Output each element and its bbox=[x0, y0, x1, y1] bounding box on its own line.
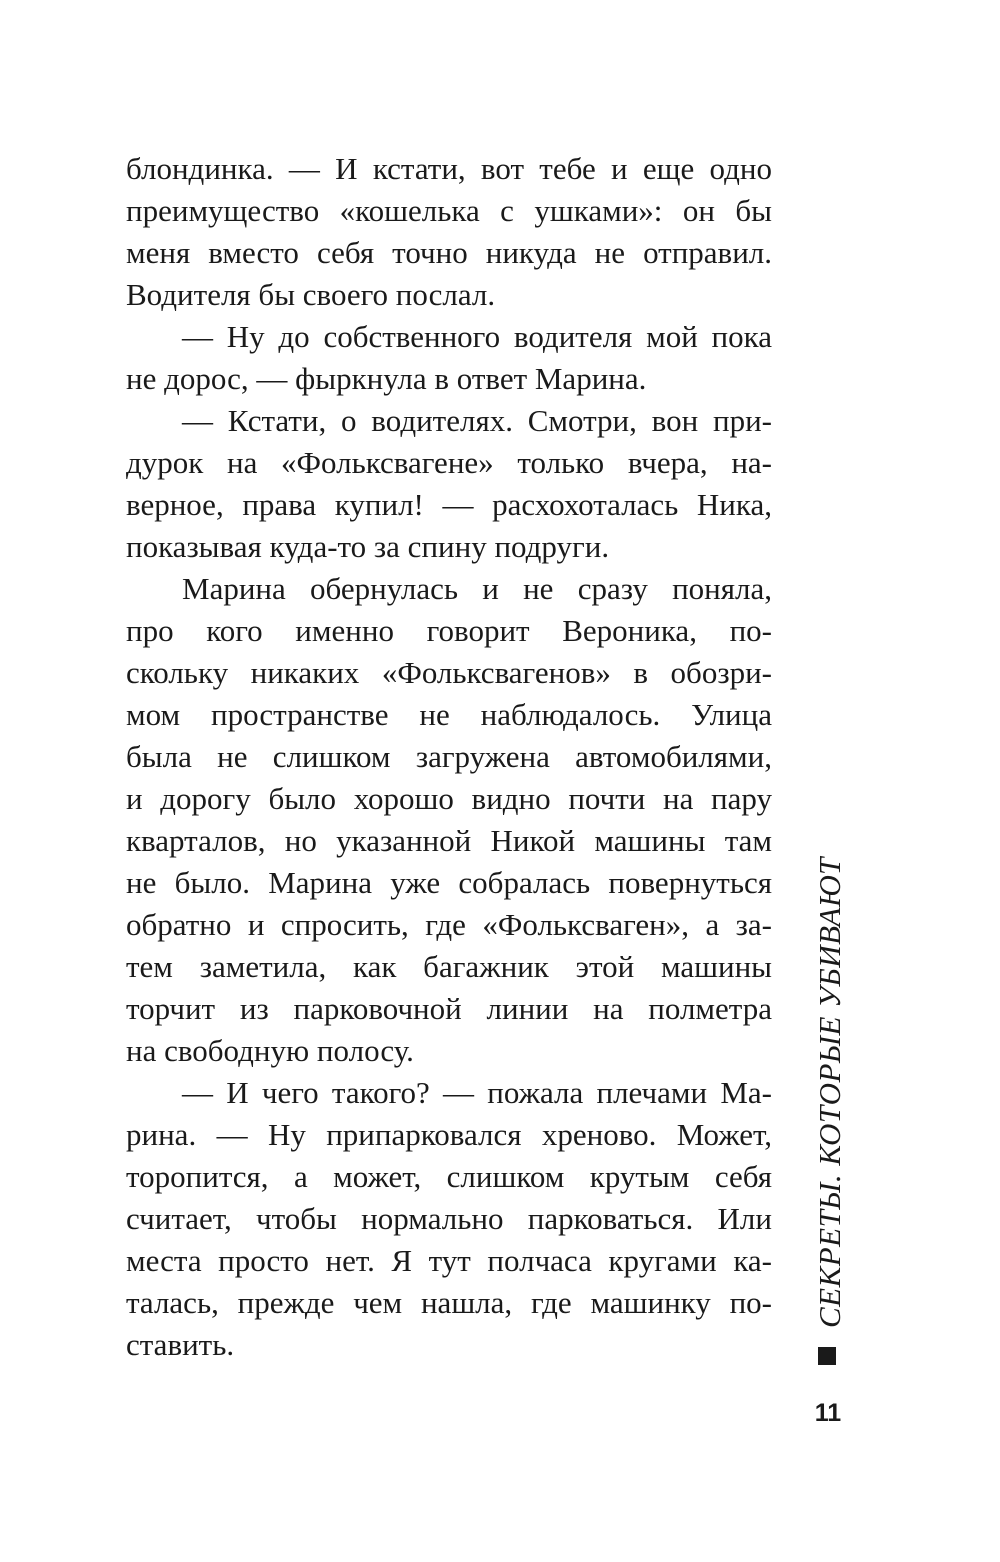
text-line: — Ну до собственного водителя мой пока bbox=[182, 319, 772, 354]
text-line: обратно и спросить, где «Фольксваген», а за- bbox=[126, 907, 772, 942]
black-square-marker-icon bbox=[818, 1347, 836, 1365]
text-line: на свободную полосу. bbox=[126, 1033, 414, 1068]
text-line: была не слишком загружена автомобилями, bbox=[126, 739, 772, 774]
text-line: торчит из парковочной линии на полметра bbox=[126, 991, 772, 1026]
text-line: меня вместо себя точно никуда не отправил. bbox=[126, 235, 772, 270]
text-line: преимущество «кошелька с ушками»: он бы bbox=[126, 193, 772, 228]
text-line: тем заметила, как багажник этой машины bbox=[126, 949, 772, 984]
body-text bbox=[126, 148, 772, 1366]
running-title: СЕКРЕТЫ. КОТОРЫЕ УБИВАЮТ bbox=[812, 857, 847, 1328]
text-line: Марина обернулась и не сразу поняла, bbox=[182, 571, 772, 606]
text-line: талась, прежде чем нашла, где машинку по- bbox=[126, 1285, 772, 1320]
text-line: про кого именно говорит Вероника, по- bbox=[126, 613, 772, 648]
text-line: мом пространстве не наблюдалось. Улица bbox=[126, 697, 772, 732]
text-line: показывая куда-то за спину подруги. bbox=[126, 529, 610, 564]
text-line: скольку никаких «Фольксвагенов» в обозри- bbox=[126, 655, 772, 690]
text-line: дурок на «Фольксвагене» только вчера, на- bbox=[126, 445, 772, 480]
text-line: не было. Марина уже собралась повернуться bbox=[126, 865, 772, 900]
text-line: и дорогу было хорошо видно почти на пару bbox=[126, 781, 772, 816]
text-line: — Кстати, о водителях. Смотри, вон при- bbox=[182, 403, 772, 438]
text-line: Водителя бы своего послал. bbox=[126, 277, 496, 312]
text-line: торопится, а может, слишком крутым себя bbox=[126, 1159, 772, 1194]
page-number: 11 bbox=[814, 1399, 842, 1427]
text-line: не дорос, — фыркнула в ответ Марина. bbox=[126, 361, 647, 396]
text-line: верное, права купил! — расхохоталась Ника, bbox=[126, 487, 772, 522]
text-line: блондинка. — И кстати, вот тебе и еще одно bbox=[126, 151, 772, 186]
text-line: ставить. bbox=[126, 1327, 235, 1362]
text-line: рина. — Ну припарковался хреново. Может, bbox=[126, 1117, 772, 1152]
text-line: — И чего такого? — пожала плечами Ма- bbox=[182, 1075, 772, 1110]
text-line: считает, чтобы нормально парковаться. Или bbox=[126, 1201, 772, 1236]
text-line: места просто нет. Я тут полчаса кругами ка- bbox=[126, 1243, 772, 1278]
text-line: кварталов, но указанной Никой машины там bbox=[126, 823, 772, 858]
